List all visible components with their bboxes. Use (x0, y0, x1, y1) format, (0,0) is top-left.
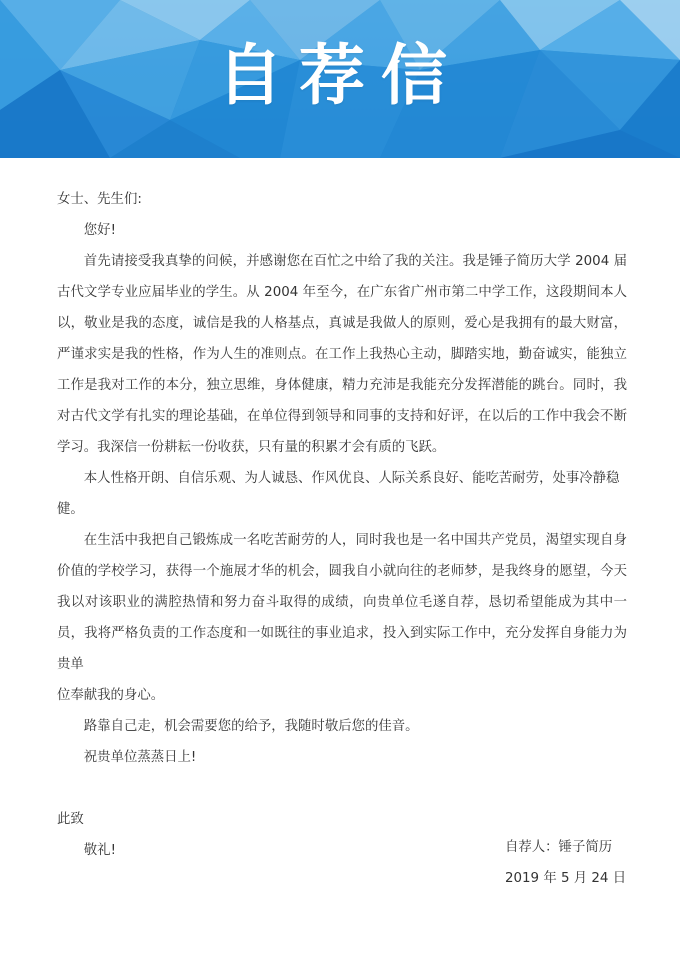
signer: 自荐人：锤子简历 (505, 840, 613, 855)
closing-line-1: 此致 (57, 812, 84, 827)
date: 2019 年 5 月 24 日 (505, 871, 627, 886)
header-banner (0, 0, 680, 158)
page-title: 自荐信 (217, 37, 463, 114)
letter-body (57, 184, 627, 866)
spacer (57, 773, 627, 804)
paragraph-closing: 路靠自己走，机会需要您的给予，我随时敬后您的佳音。 (83, 719, 419, 734)
greeting: 您好! (83, 223, 116, 238)
salutation: 女士、先生们: (57, 192, 142, 207)
paragraph-personality: 本人性格开朗、自信乐观、为人诚恳、作风优良、人际关系良好、能吃苦耐劳，处事冷静稳健。 (57, 471, 620, 517)
closing-line-2: 敬礼! (83, 843, 116, 858)
paragraph-aspiration: 在生活中我把自己锻炼成一名吃苦耐劳的人，同时我也是一名中国共产党员，渴望实现自身价值的学校学习，获得一个施展才华的机会，圆我自小就向往的老师梦，是我终身的愿望，今天我以对该职业的满腔热情和努力奋斗取得的成绩，向贵单位毛遂自荐，恳切希望能成为其中一员，我将严格负责的工作态度和一如既往的事业追求，投入到实际工作中，充分发挥自身能力为贵单 (57, 533, 627, 672)
paragraph-aspiration-tail: 位奉献我的身心。 (57, 688, 165, 703)
signature-block (505, 832, 665, 894)
paragraph-intro: 首先请接受我真挚的问候，并感谢您在百忙之中给了我的关注。我是锤子简历大学 2004 届古代文学专业应届毕业的学生。从 2004 年至今，在广东省广州市第二中学工作，这段期间本人以，敬业是我的态度，诚信是我的人格基点，真诚是我做人的原则，爱心是我拥有的最大财富，严谨求实是我的性格，作为人生的准则点。在工作上我热心主动，脚踏实地，勤奋诚实，能独立工作是我对工作的本分，独立思维，身体健康，精力充沛是我能充分发挥潜能的跳台。同时，我对古代文学有扎实的理论基础，在单位得到领导和同事的支持和好评，在以后的工作中我会不断学习。我深信一份耕耘一份收获，只有量的积累才会有质的飞跃。 (57, 254, 627, 455)
wish: 祝贵单位蒸蒸日上! (83, 750, 197, 765)
